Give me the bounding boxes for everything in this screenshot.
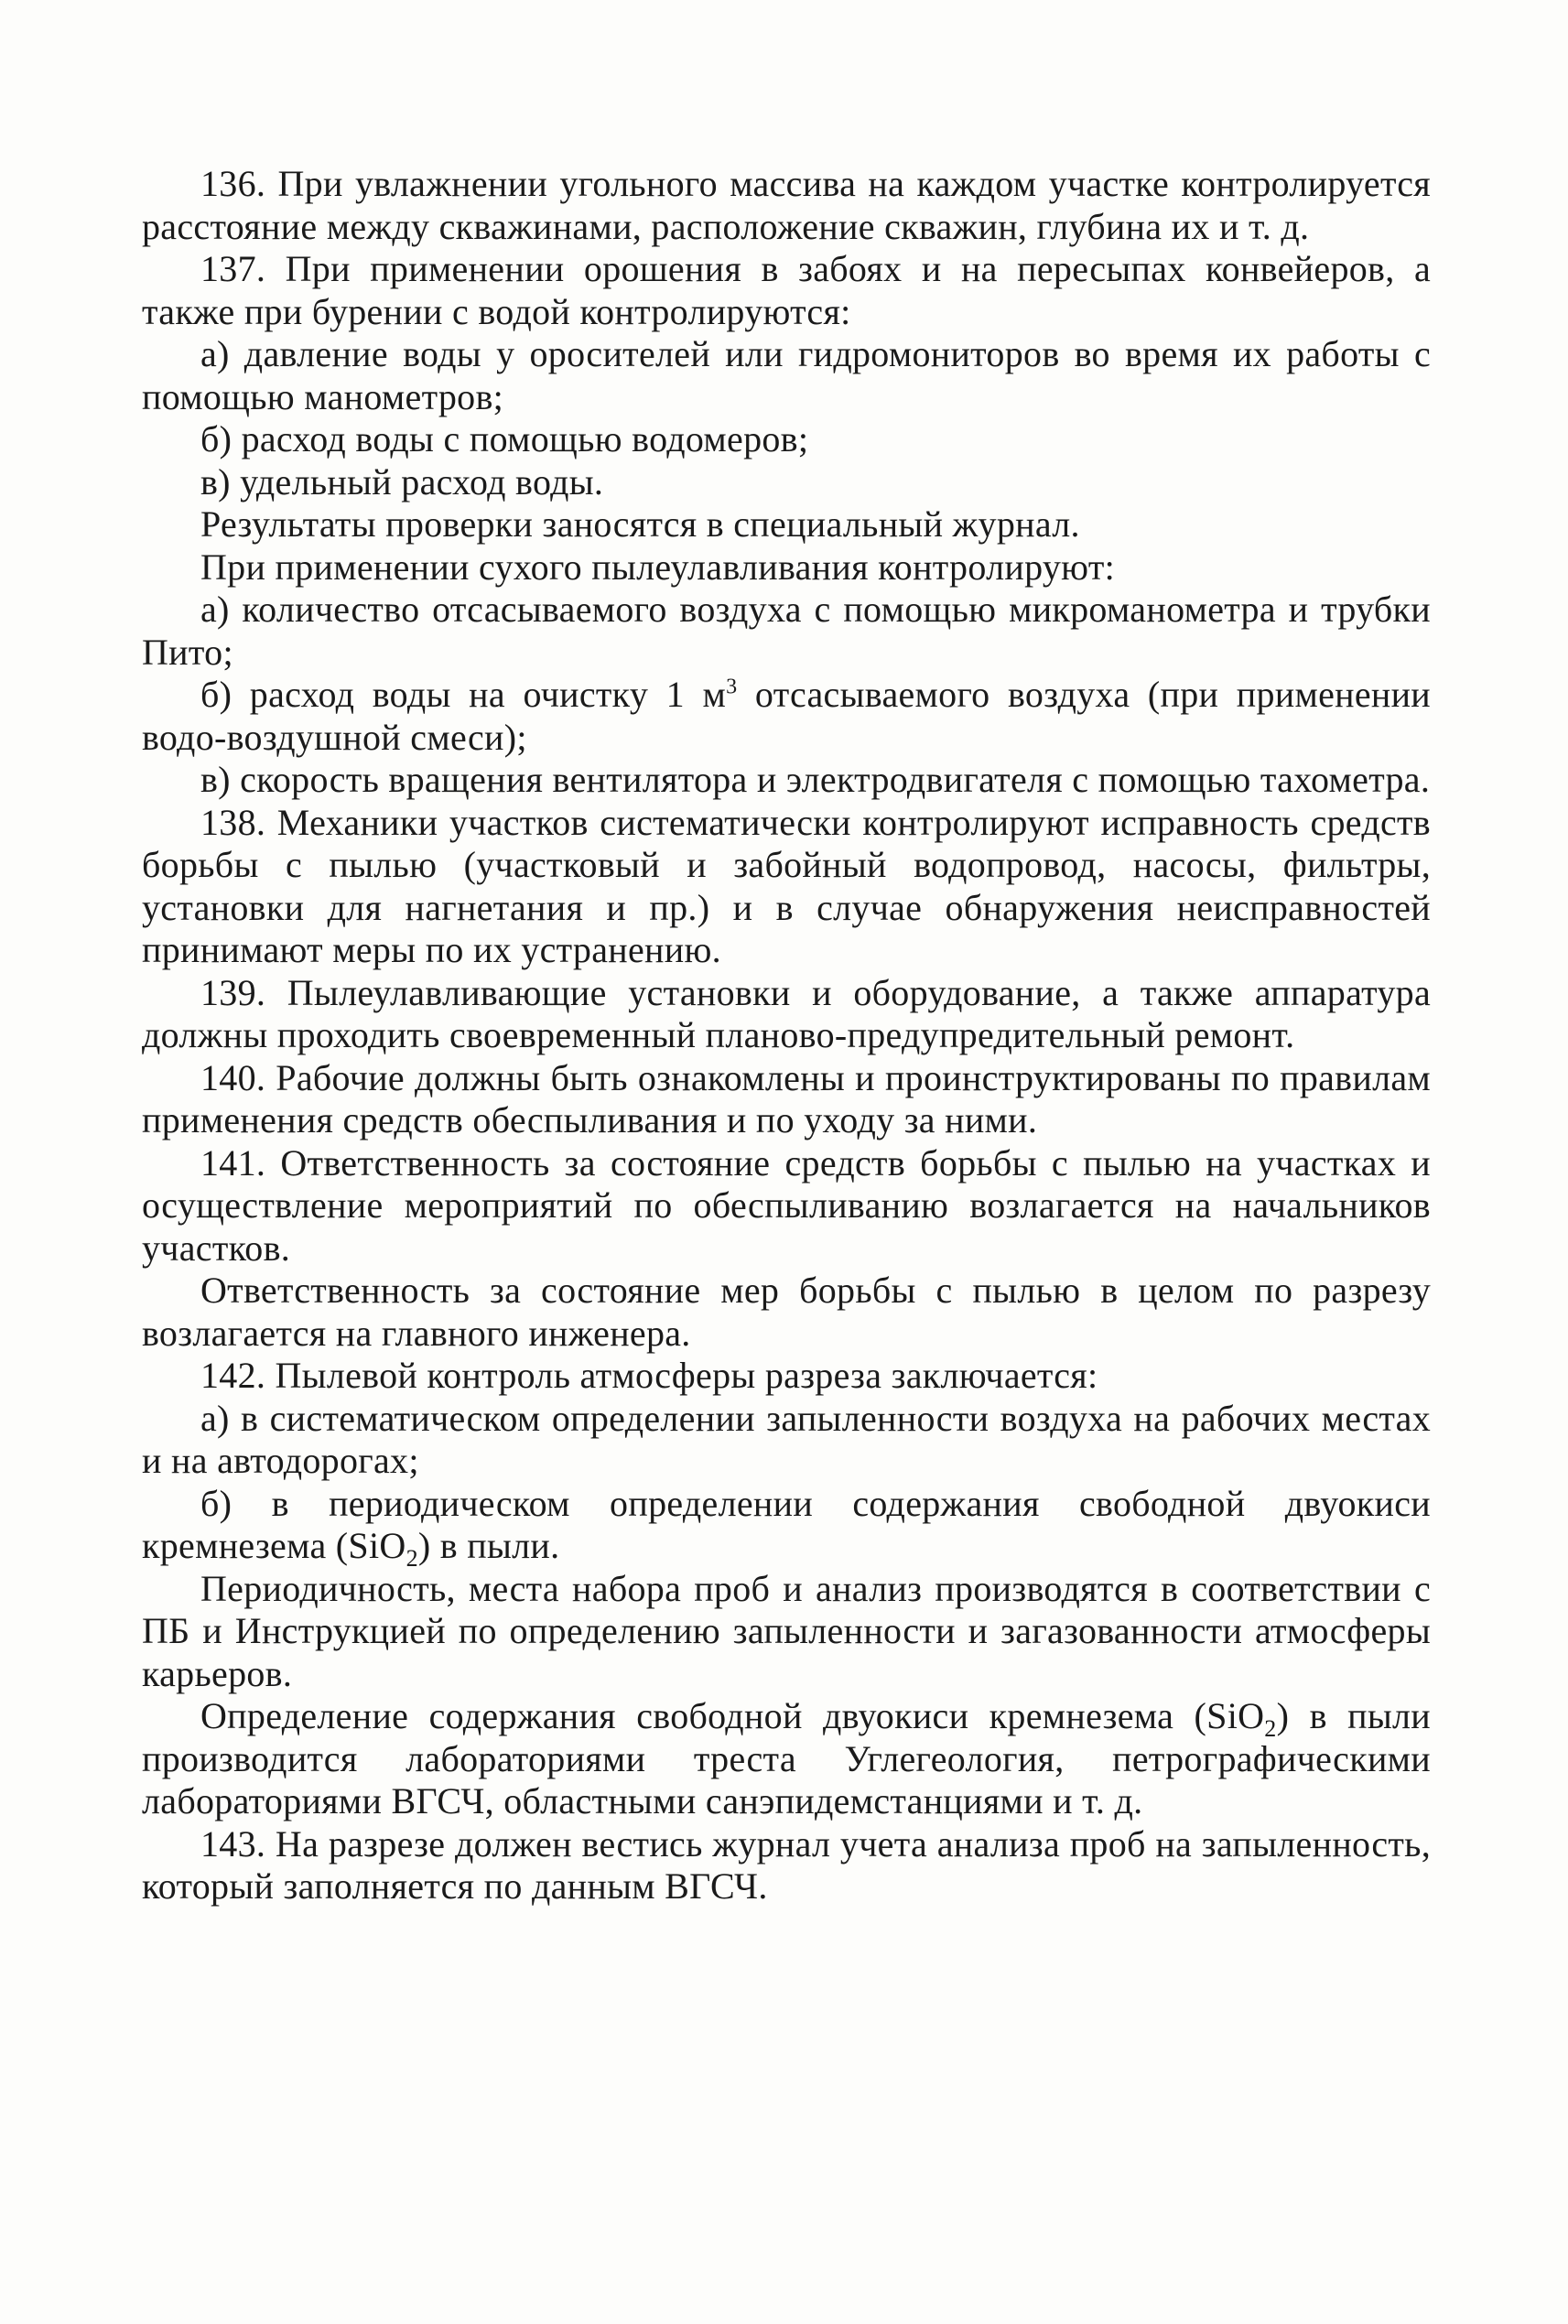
paragraph-137-item-b: б) расход воды с помощью водомеров; — [200, 418, 809, 459]
paragraph-137-dry-item-c: в) скорость вращения вентилятора и электродвигателя с помощью тахометра. — [200, 759, 1431, 800]
text-span: б) в периодическом определении содержания свободной двуокиси кремнезема (SiO — [142, 1482, 1431, 1566]
paragraph-142-item-a: а) в систематическом определении запыленности воздуха на рабочих местах и на автодорогах; — [142, 1397, 1431, 1481]
paragraph-140: 140. Рабочие должны быть ознакомлены и проинструктированы по правилам применения средств обеспыливания и по уходу за ними. — [142, 1056, 1431, 1140]
paragraph-138: 138. Механики участков систематически контролируют исправность средств борьбы с пылью (участковый и забойный водопровод, насосы, фильтры, установки для нагнетания и пр.) и в случае обнаружения неисправностей принимают меры по их устранению. — [142, 801, 1431, 970]
paragraph-142-periodicity: Периодичность, места набора проб и анализ производятся в соответствии с ПБ и Инструкцией по определению запыленности и загазованности атмосферы карьеров. — [142, 1567, 1431, 1694]
subscript: 2 — [406, 1545, 418, 1572]
paragraph-137-dry-intro: При применении сухого пылеулавливания контролируют: — [200, 546, 1116, 588]
paragraph-137-dry-item-b — [142, 674, 1431, 759]
paragraph-137-item-c: в) удельный расход воды. — [200, 460, 604, 503]
text-span: ) в пыли. — [417, 1525, 560, 1566]
paragraph-141-chief: Ответственность за состояние мер борьбы с пылью в целом по разрезу возлагается на главного инженера. — [142, 1270, 1431, 1354]
text-span: ) в пыли производится лабораториями треста Углегеология, петрографическими лабораториями ВГСЧ, областными санэпидемстанциями и т. д. — [142, 1695, 1431, 1821]
paragraph-142-item-b — [142, 1482, 1431, 1572]
paragraph-143: 143. На разрезе должен вестись журнал учета анализа проб на запыленность, который заполняется по данным ВГСЧ. — [142, 1822, 1431, 1907]
text-span: б) расход воды на очистку 1 м — [200, 674, 727, 715]
paragraph-137-dry-item-a: а) количество отсасываемого воздуха с помощью микроманометра и трубки Пито; — [142, 589, 1431, 673]
superscript: 3 — [726, 675, 738, 699]
body-text — [142, 163, 1431, 1908]
paragraph-136: 136. При увлажнении угольного массива на каждом участке контролируется расстояние между скважинами, расположение скважин, глубина их и т. д. — [142, 163, 1431, 247]
text-span: Определение содержания свободной двуокиси кремнезема (SiO — [200, 1695, 1265, 1736]
paragraph-142-labs — [142, 1695, 1431, 1823]
paragraph-137-item-a: а) давление воды у оросителей или гидромониторов во время их работы с помощью манометров; — [142, 333, 1431, 417]
paragraph-141: 141. Ответственность за состояние средств борьбы с пылью на участках и осуществление мероприятий по обеспыливанию возлагается на начальников участков. — [142, 1141, 1431, 1269]
paragraph-137-results: Результаты проверки заносятся в специальный журнал. — [200, 503, 1080, 545]
text-span: отсасываемого воздуха (при применении водо-воздушной смеси); — [142, 674, 1431, 758]
paragraph-142: 142. Пылевой контроль атмосферы разреза заключается: — [200, 1355, 1098, 1396]
paragraph-139: 139. Пылеулавливающие установки и оборудование, а также аппаратура должны проходить своевременный планово-предупредительный ремонт. — [142, 971, 1431, 1055]
subscript: 2 — [1264, 1715, 1277, 1742]
paragraph-137: 137. При применении орошения в забоях и на пересыпах конвейеров, а также при бурении с водой контролируются: — [142, 248, 1431, 332]
